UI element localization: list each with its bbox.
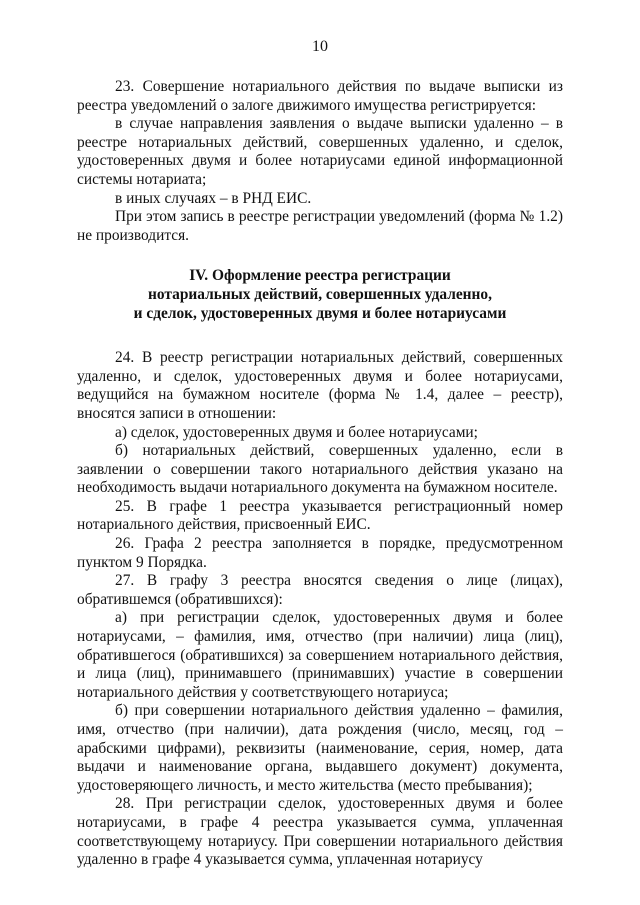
document-body	[77, 78, 563, 870]
paragraph-28: 28. При регистрации сделок, удостоверенных двумя и более нотариусами, в графе 4 реестра указывается сумма, уплаченная соответствующему нотариусу. При совершении нотариального действия удаленно в графе 4 указывается сумма, уплаченная нотариусу	[77, 795, 563, 869]
paragraph-23-note: При этом запись в реестре регистрации уведомлений (форма № 1.2) не производится.	[77, 208, 563, 244]
section-heading-line-3: и сделок, удостоверенных двумя и более нотариусами	[133, 304, 507, 322]
paragraph-24-a: а) сделок, удостоверенных двумя и более нотариусами;	[115, 423, 478, 441]
section-heading-line-2: нотариальных действий, совершенных удаленно,	[148, 285, 492, 303]
paragraph-24: 24. В реестр регистрации нотариальных действий, совершенных удаленно, и сделок, удостоверенных двумя и более нотариусами, ведущийся на бумажном носителе (форма № 1.4, далее – реестр), вносятся записи в отношении:	[77, 349, 563, 422]
paragraph-23-remote: в случае направления заявления о выдаче выписки удаленно – в реестре нотариальных действий, совершенных удаленно, и сделок, удостоверенных двумя и более нотариусами единой информационной системы нотариата;	[77, 115, 563, 188]
paragraph-26: 26. Графа 2 реестра заполняется в порядке, предусмотренном пунктом 9 Порядка.	[77, 535, 563, 571]
paragraph-24-b: б) нотариальных действий, совершенных удаленно, если в заявлении о совершении такого нотариального действия указано на необходимость выдачи нотариального документа на бумажном носителе.	[77, 442, 563, 497]
paragraph-27-b: б) при совершении нотариального действия удаленно – фамилия, имя, отчество (при наличии), дата рождения (число, месяц, год – арабскими цифрами), реквизиты (наименование, серия, номер, дата выдачи и наименование органа, выдавшего документ) документа, удостоверяющего личность, и место жительства (место пребывания);	[77, 702, 563, 794]
paragraph-23-other: в иных случаях – в РНД ЕИС.	[115, 189, 312, 207]
paragraph-27-a: а) при регистрации сделок, удостоверенных двумя и более нотариусами, – фамилия, имя, отчество (при наличии) лица (лиц), обратившегося (обратившихся) за совершением нотариального действия, и лица (лиц), принимавшего (принимавших) участие в совершении нотариального действия у соответствующего нотариуса;	[77, 609, 563, 701]
page-number: 10	[312, 38, 328, 55]
paragraph-27: 27. В графу 3 реестра вносятся сведения о лице (лицах), обратившемся (обратившихся):	[77, 572, 563, 608]
paragraph-23: 23. Совершение нотариального действия по выдаче выписки из реестра уведомлений о залоге движимого имущества регистрируется:	[77, 78, 563, 114]
section-heading	[77, 267, 563, 323]
section-heading-line-1: IV. Оформление реестра регистрации	[189, 267, 451, 285]
paragraph-25: 25. В графе 1 реестра указывается регистрационный номер нотариального действия, присвоенный ЕИС.	[77, 497, 563, 534]
